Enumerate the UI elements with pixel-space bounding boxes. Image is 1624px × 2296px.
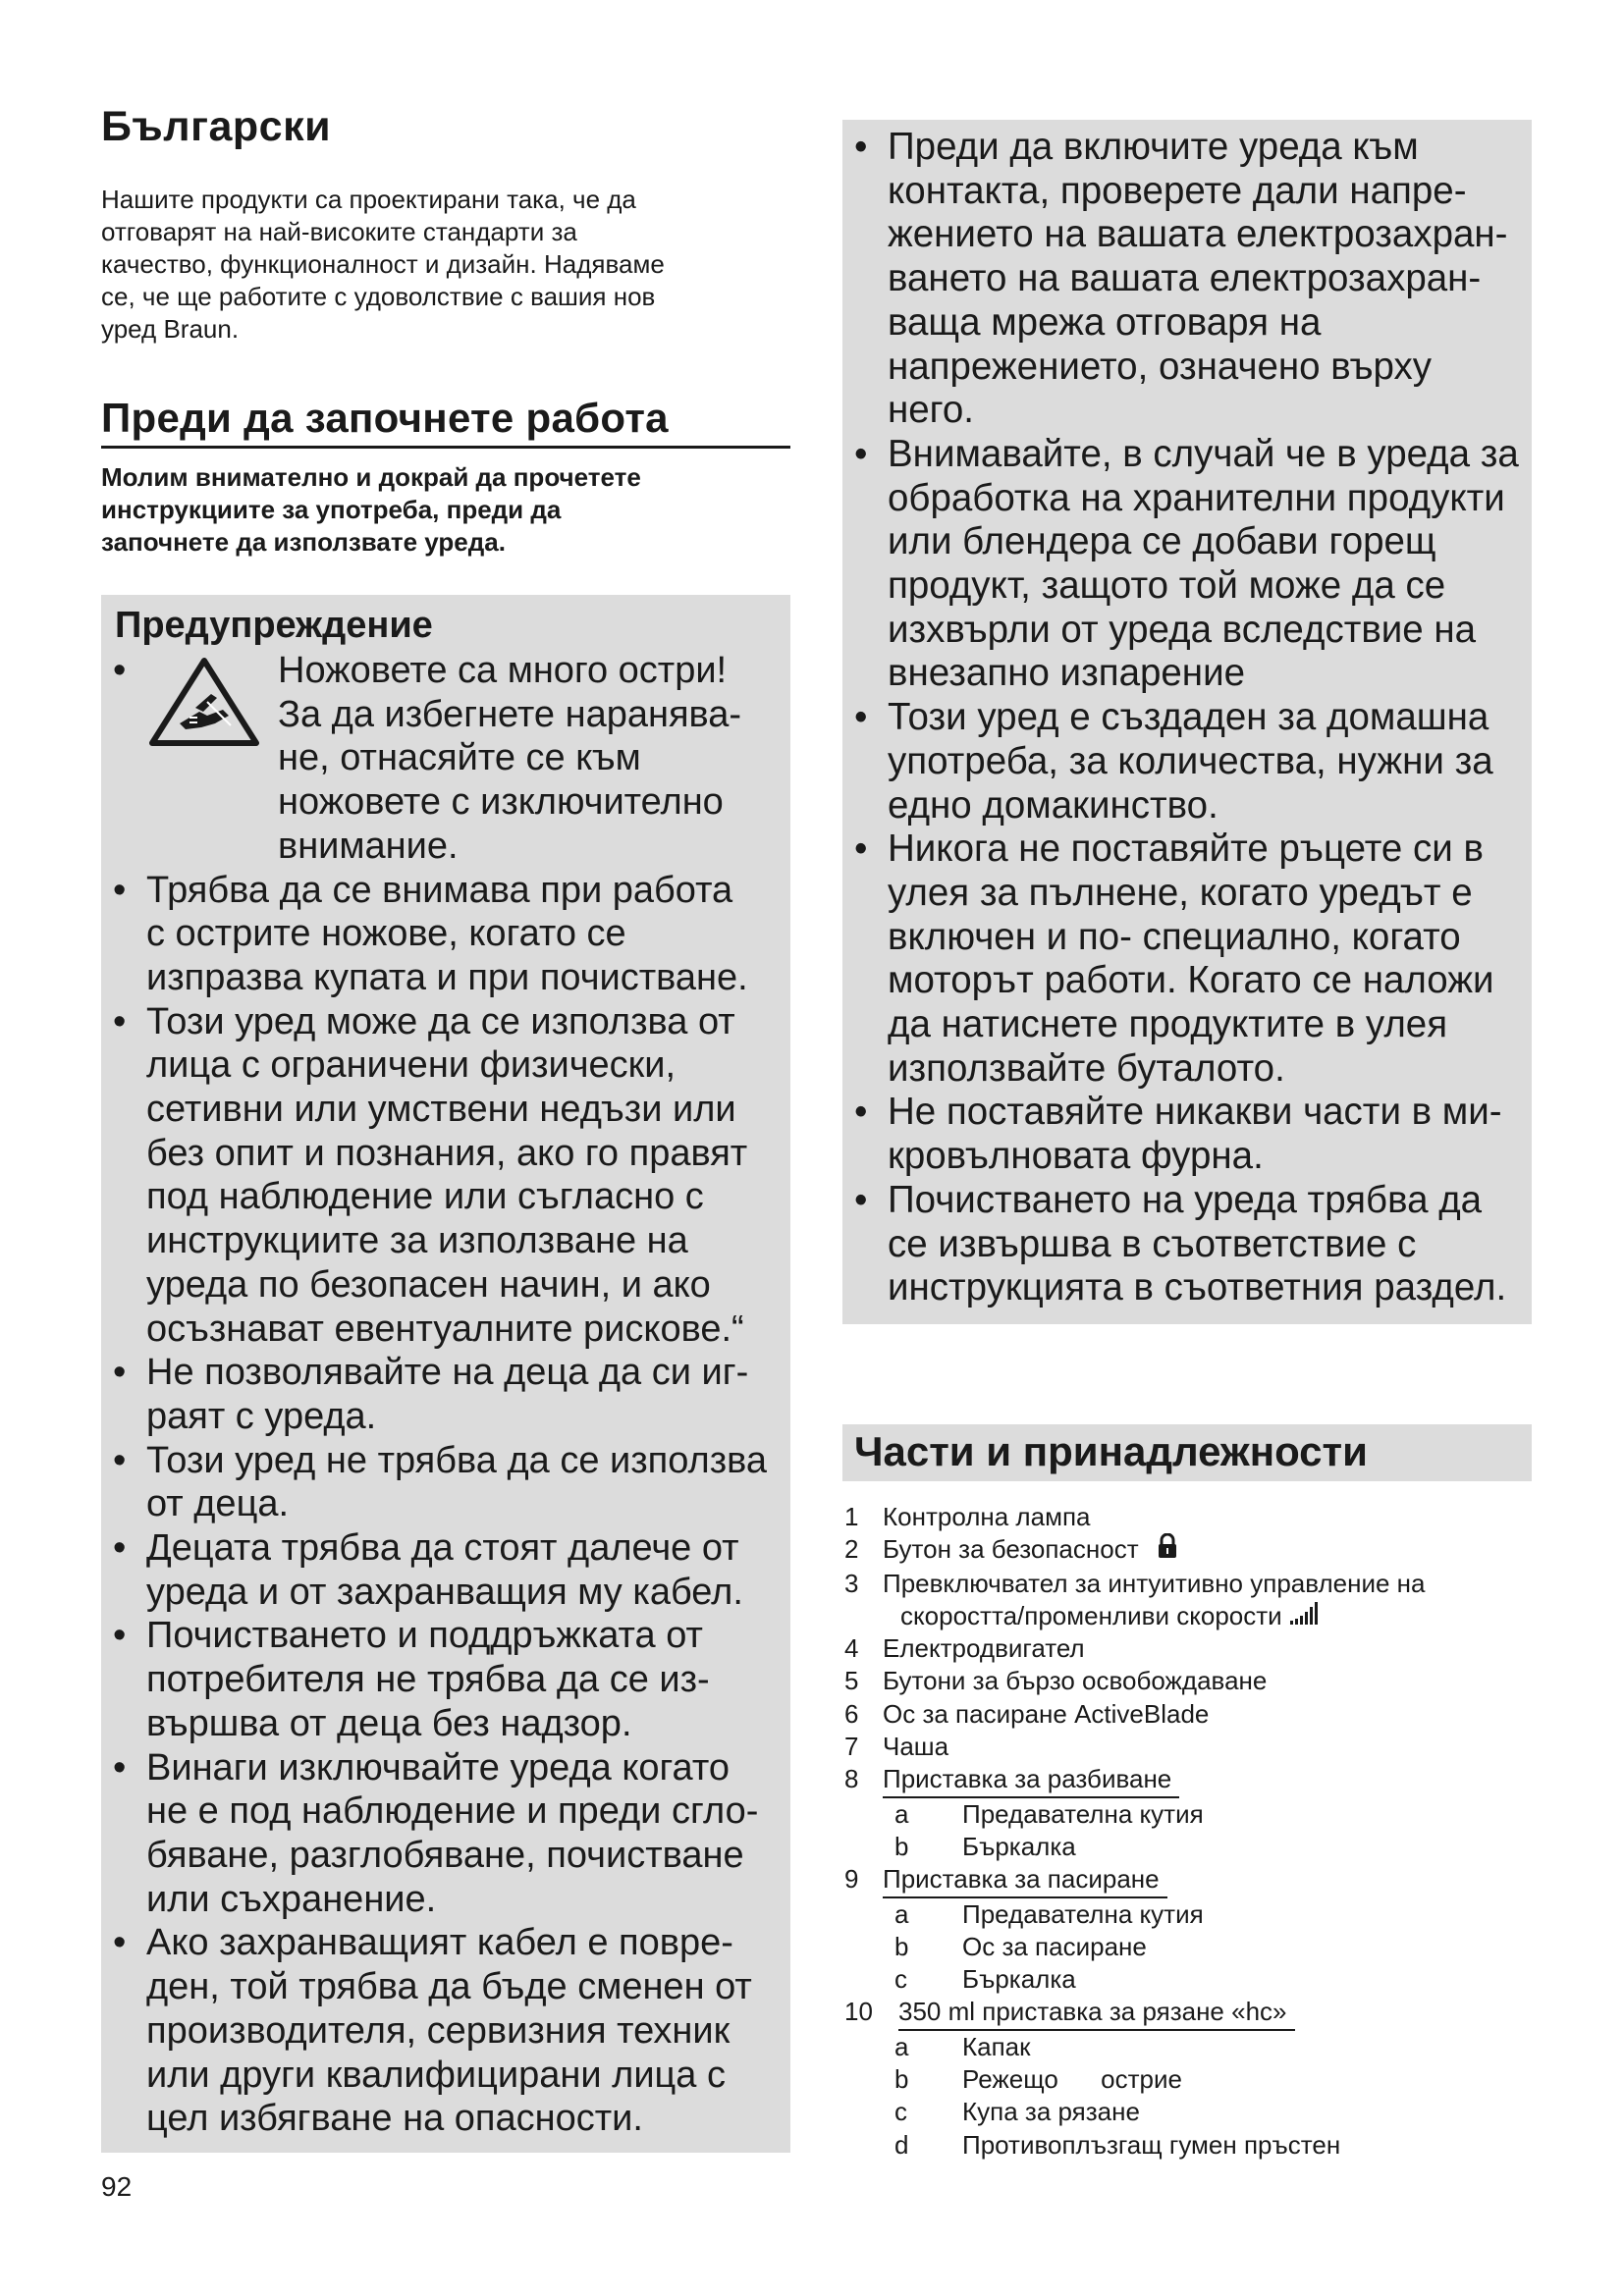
- warning-item: • Този уред е създаден за домашна употреба, за количества, нужни за едно домакинство.: [854, 696, 1522, 828]
- cutting-hand-warning-icon: [146, 649, 278, 869]
- warning-item: • Почистването и поддръжката от потребителя не трябва да се из- вършва от деца без надзор.: [113, 1614, 781, 1745]
- warning-item: • Не позволявайте на деца да си иг- раят с уреда.: [113, 1351, 781, 1438]
- warning-item: • Този уред не трябва да се използва от деца.: [113, 1439, 781, 1526]
- left-column: [101, 103, 790, 2153]
- warning-item: • Внимавайте, в случай че в уреда за обработка на хранителни продукти или блендера се добави горещ продукт, защото той може да се изхвърли от уреда вследствие на внезапно изпарение: [854, 433, 1522, 696]
- intro-paragraph: [101, 184, 779, 346]
- parts-item-continuation: скоростта/променливи скорости: [842, 1600, 1532, 1632]
- right-column: [842, 120, 1532, 2162]
- parts-item: 2 Бутон за безопасност: [842, 1533, 1532, 1567]
- right-warning-box: [842, 120, 1532, 1324]
- parts-subitem: c Бъркалка: [894, 1964, 1076, 1995]
- intro-line: отговарят на най-високите стандарти за: [101, 217, 577, 246]
- parts-subitem: c Купа за рязане: [894, 2097, 1140, 2127]
- warning-item: • Децата трябва да стоят далече от уреда и от захранващия му кабел.: [113, 1526, 781, 1614]
- parts-item: 3 Превключвател за интуитивно управление на: [844, 1568, 1426, 1598]
- parts-subitem: a Предавателна кутия: [894, 1898, 1204, 1929]
- parts-list: [842, 1501, 1532, 2162]
- intro-line: се, че ще работите с удоволствие с вашия нов: [101, 282, 656, 311]
- warning-item: • Никога не поставяйте ръцете си в улея за пълнене, когато уредът е включен и по- специално, когато моторът работи. Когато се наложи да натиснете продуктите в улея използвайте буталото.: [854, 828, 1522, 1091]
- parts-subitem: b Ос за пасиране: [894, 1931, 1147, 1961]
- warning-item: • Преди да включите уреда към контакта, проверете дали напре- жението на вашата електрозахран- ването на вашата електрозахран- ваща мрежа отговаря на напрежението, означено върху него.: [854, 126, 1522, 433]
- warning-item: • Винаги изключвайте уреда когато не е под наблюдение и преди сгло- бяване, разглобяване, почистване или съхранение.: [113, 1746, 781, 1922]
- right-warning-list: [854, 126, 1522, 1310]
- parts-item: 9 Приставка за пасиране: [842, 1863, 1532, 1897]
- parts-subitem: a Капак: [894, 2031, 1031, 2061]
- warning-item: • Не поставяйте никакви части в ми- кровълновата фурна.: [854, 1091, 1522, 1178]
- parts-subitem: b Режещо острие: [894, 2064, 1182, 2095]
- intro-line: качество, функционалност и дизайн. Надяваме: [101, 249, 665, 279]
- parts-subitem: a Предавателна кутия: [894, 1798, 1204, 1829]
- parts-subitem: d Противоплъзгащ гумен пръстен: [894, 2129, 1341, 2160]
- warning-item: • Този уред може да се използва от лица с ограничени физически, сетивни или умствени недъзи или без опит и познания, ако го правят под наблюдение или съгласно с инструкциите за използване на уреда по безопасен начин, и ако осъзнават евентуалните рискове.“: [113, 1000, 781, 1352]
- parts-title: Части и принадлежности: [842, 1424, 1532, 1481]
- warning-title: Предупреждение: [115, 605, 433, 646]
- speed-bars-icon: [1290, 1600, 1320, 1632]
- before-start-title: Преди да започнете работа: [101, 395, 790, 449]
- read-instructions-note: Молим внимателно и докрай да прочетете инструкциите за употреба, преди да започнете да използвате уреда.: [101, 462, 641, 557]
- intro-line: Нашите продукти са проектирани така, че да: [101, 185, 636, 214]
- intro-line: уред Braun.: [101, 314, 240, 344]
- warning-item-knives: • Ножовете са много остри! За да избегнете наранява- не, отнасяйте се към ножовете с изключително внимание.: [113, 650, 742, 867]
- warning-item: • Ако захранващият кабел е повре- ден, той трябва да бъде сменен от производителя, сервизния техник или други квалифицирани лица с цел избягване на опасности.: [113, 1921, 781, 2141]
- parts-item: 1 Контролна лампа: [844, 1501, 1091, 1531]
- page-number: 92: [101, 2171, 133, 2202]
- parts-subitem: b Бъркалка: [894, 1831, 1076, 1861]
- language-title: Български: [101, 103, 332, 150]
- parts-item: 10 350 ml приставка за рязане «hc»: [842, 1996, 1532, 2030]
- warning-list: [113, 649, 781, 2141]
- parts-item: 6 Ос за пасиране ActiveBlade: [844, 1698, 1210, 1729]
- warning-box: [101, 595, 790, 2153]
- lock-icon: [1157, 1533, 1178, 1567]
- parts-item: 8 Приставка за разбиване: [842, 1763, 1532, 1797]
- parts-item: 5 Бутони за бързо освобождаване: [844, 1666, 1268, 1696]
- parts-item: 4 Електродвигател: [844, 1633, 1085, 1664]
- parts-item: 7 Чаша: [844, 1732, 949, 1762]
- warning-item: • Почистването на уреда трябва да се извършва в съответствие с инструкцията в съответния раздел.: [854, 1179, 1522, 1310]
- warning-item: • Трябва да се внимава при работа с острите ножове, когато се изпразва купата и при почистване.: [113, 869, 781, 1000]
